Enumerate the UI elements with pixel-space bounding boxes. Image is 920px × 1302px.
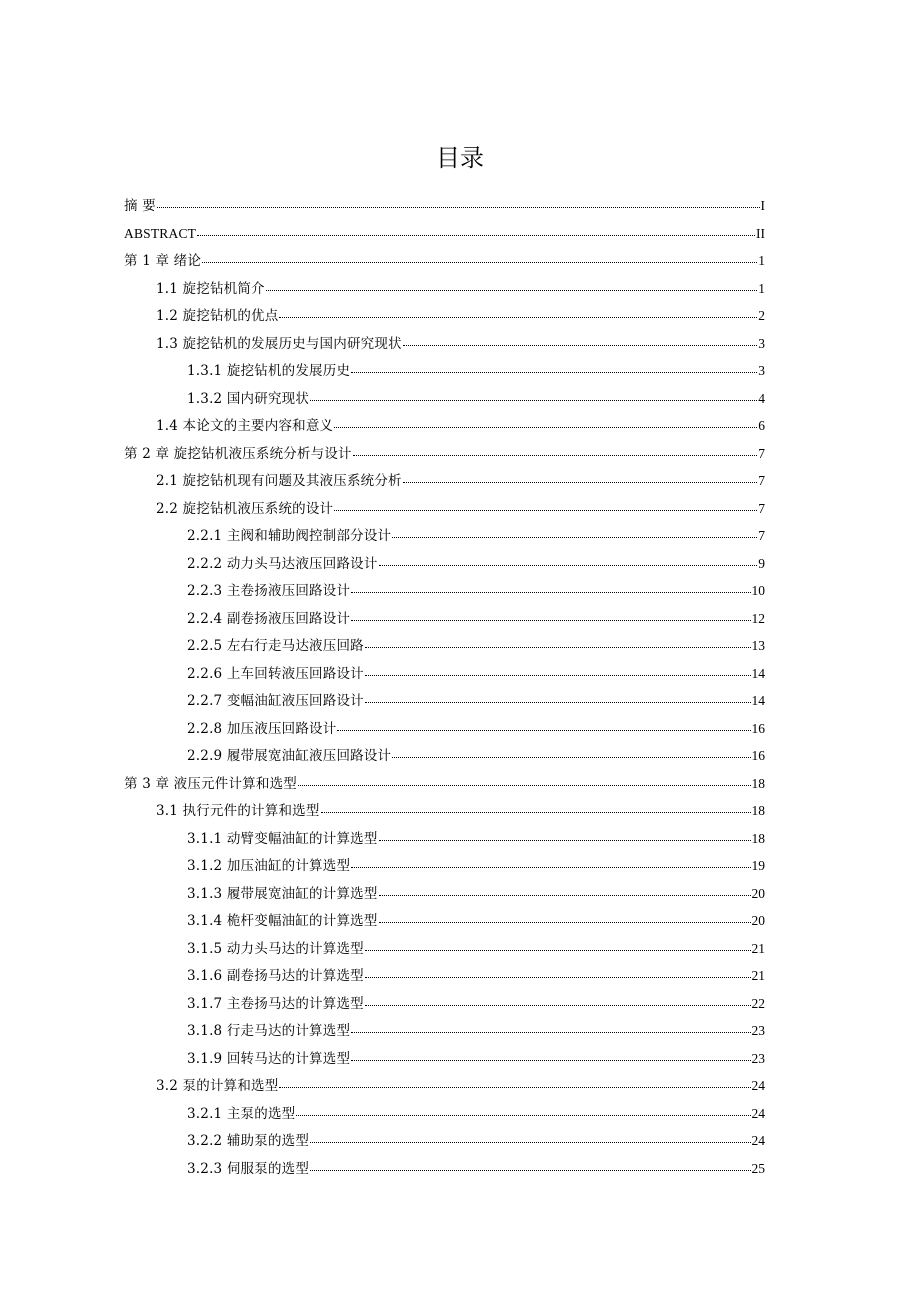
toc-page-number: 7 <box>758 473 765 488</box>
toc-entry[interactable] <box>124 990 765 1018</box>
toc-dot-leader <box>392 526 757 540</box>
toc-dot-leader <box>298 774 751 788</box>
toc-dot-leader <box>365 994 751 1008</box>
toc-entry-label: 3.2.1 主泵的选型 <box>187 1105 296 1122</box>
toc-page-number: 13 <box>751 638 765 653</box>
toc-entry[interactable] <box>124 660 765 688</box>
toc-entry-label: 3.1.6 副卷扬马达的计算选型 <box>187 968 364 984</box>
toc-page-number: 21 <box>751 940 765 956</box>
toc-page-number: 20 <box>751 913 765 928</box>
toc-dot-leader <box>379 554 758 568</box>
toc-entry-label: 2.2.9 履带展宽油缸液压回路设计 <box>187 748 392 764</box>
toc-dot-leader <box>379 884 751 898</box>
toc-page-number: 24 <box>751 1078 765 1093</box>
toc-entry[interactable] <box>124 385 765 413</box>
toc-dot-leader <box>266 279 757 293</box>
toc-page-number: 3 <box>758 335 765 351</box>
toc-entry[interactable] <box>124 907 765 935</box>
toc-entry-label: 第 2 章 旋挖钻机液压系统分析与设计 <box>124 445 352 462</box>
toc-entry[interactable] <box>124 1045 765 1073</box>
toc-page-number: 12 <box>751 610 765 626</box>
toc-entry-label: 3.1.9 回转马达的计算选型 <box>187 1050 351 1067</box>
toc-entry-label: 3.1.1 动臂变幅油缸的计算选型 <box>187 830 378 847</box>
toc-dot-leader <box>365 966 751 980</box>
toc-page-number: 20 <box>751 885 765 901</box>
toc-entry[interactable] <box>124 852 765 880</box>
toc-page-number: I <box>760 198 765 213</box>
toc-entry[interactable] <box>124 715 765 743</box>
toc-entry[interactable] <box>124 1155 765 1183</box>
toc-entry[interactable] <box>124 192 765 220</box>
toc-dot-leader <box>379 911 751 925</box>
toc-page-number: 2 <box>758 308 765 323</box>
toc-dot-leader <box>351 1021 750 1035</box>
toc-entry-label: 2.2.3 主卷扬液压回路设计 <box>187 583 351 599</box>
toc-page-number: 1 <box>758 280 765 296</box>
toc-dot-leader <box>157 196 760 210</box>
toc-dot-leader <box>365 664 751 678</box>
toc-entry-label: 3.2 泵的计算和选型 <box>156 1078 279 1094</box>
toc-entry-label: 1.3.1 旋挖钻机的发展历史 <box>187 363 351 379</box>
toc-entry-label: 2.2.6 上车回转液压回路设计 <box>187 665 364 682</box>
toc-page-number: 16 <box>751 720 765 736</box>
toc-page-number: 14 <box>751 693 765 708</box>
toc-page-number: 23 <box>751 1050 765 1066</box>
toc-page-number: 25 <box>751 1160 765 1176</box>
toc-dot-leader <box>351 1049 750 1063</box>
toc-dot-leader <box>279 1076 750 1090</box>
toc-dot-leader <box>310 1159 750 1173</box>
toc-entry[interactable] <box>124 1100 765 1128</box>
toc-entry[interactable] <box>124 467 765 495</box>
toc-page-number: 16 <box>751 748 765 763</box>
toc-entry[interactable] <box>124 825 765 853</box>
toc-entry-label: 3.1.5 动力头马达的计算选型 <box>187 940 364 957</box>
toc-entry-label: 3.1.8 行走马达的计算选型 <box>187 1023 351 1039</box>
toc-dot-leader <box>202 251 757 265</box>
toc-page-number: 14 <box>751 665 765 681</box>
toc-entry[interactable] <box>124 522 765 550</box>
toc-page-number: 24 <box>751 1133 765 1148</box>
toc-entry[interactable] <box>124 797 765 825</box>
toc-page-number: 4 <box>758 390 765 406</box>
toc-entry[interactable] <box>124 1127 765 1155</box>
page-title: 目录 <box>436 144 484 172</box>
toc-entry[interactable] <box>124 247 765 275</box>
toc-entry[interactable] <box>124 302 765 330</box>
toc-page-number: 10 <box>751 583 765 598</box>
toc-dot-leader <box>403 334 757 348</box>
toc-page-number: 18 <box>751 830 765 846</box>
toc-page-number: 6 <box>758 418 765 433</box>
toc-dot-leader <box>310 1131 750 1145</box>
toc-dot-leader <box>351 361 757 375</box>
toc-dot-leader <box>403 471 757 485</box>
toc-dot-leader <box>310 389 757 403</box>
toc-entry[interactable] <box>124 880 765 908</box>
toc-entry[interactable] <box>124 632 765 660</box>
toc-entry[interactable] <box>124 605 765 633</box>
toc-dot-leader <box>334 499 757 513</box>
toc-entry-label: ABSTRACT <box>124 225 197 241</box>
toc-dot-leader <box>379 829 751 843</box>
toc-entry[interactable] <box>124 275 765 303</box>
toc-entry-label: 3.2.2 辅助泵的选型 <box>187 1133 310 1149</box>
toc-dot-leader <box>334 416 757 430</box>
toc-page-number: 23 <box>751 1023 765 1038</box>
toc-entry[interactable] <box>124 550 765 578</box>
toc-page-number: 7 <box>758 528 765 543</box>
toc-entry-label: 1.3.2 国内研究现状 <box>187 390 310 407</box>
toc-entry-label: 3.1.3 履带展宽油缸的计算选型 <box>187 885 378 902</box>
toc-entry-label: 3.1.2 加压油缸的计算选型 <box>187 858 351 874</box>
toc-entry-label: 3.2.3 伺服泵的选型 <box>187 1160 310 1177</box>
toc-entry-label: 2.2.5 左右行走马达液压回路 <box>187 638 364 654</box>
toc-entry[interactable] <box>124 935 765 963</box>
toc-entry-label: 2.2.2 动力头马达液压回路设计 <box>187 555 378 572</box>
toc-dot-leader <box>351 581 750 595</box>
toc-page-number: 22 <box>751 995 765 1011</box>
toc-dot-leader <box>392 746 750 760</box>
toc-page-number: 18 <box>751 775 765 791</box>
toc-entry-label: 3.1 执行元件的计算和选型 <box>156 803 320 819</box>
toc-entry-label: 1.3 旋挖钻机的发展历史与国内研究现状 <box>156 335 402 352</box>
toc-entry-label: 2.2.1 主阀和辅助阀控制部分设计 <box>187 528 392 544</box>
toc-dot-leader <box>351 609 750 623</box>
toc-entry[interactable] <box>124 1017 765 1045</box>
toc-page-number: 3 <box>758 363 765 378</box>
toc-page-number: 18 <box>751 803 765 818</box>
toc-entry[interactable] <box>124 495 765 523</box>
toc-entry[interactable] <box>124 357 765 385</box>
toc-entry[interactable] <box>124 412 765 440</box>
toc-entry-label: 摘 要 <box>124 198 156 214</box>
toc-entry[interactable] <box>124 577 765 605</box>
toc-dot-leader <box>296 1104 750 1118</box>
toc-dot-leader <box>365 636 751 650</box>
toc-dot-leader <box>321 801 751 815</box>
toc-entry-label: 1.2 旋挖钻机的优点 <box>156 308 279 324</box>
toc-page-number: 7 <box>758 500 765 516</box>
toc-entry[interactable] <box>124 742 765 770</box>
toc-dot-leader <box>351 856 750 870</box>
toc-page-number: 21 <box>751 968 765 983</box>
toc-dot-leader <box>353 444 757 458</box>
toc-page-number: 19 <box>751 858 765 873</box>
toc-entry-label: 2.2.7 变幅油缸液压回路设计 <box>187 693 364 709</box>
toc-page-number: 7 <box>758 445 765 461</box>
toc-entry-label: 2.2.4 副卷扬液压回路设计 <box>187 610 351 627</box>
toc-entry[interactable] <box>124 440 765 468</box>
toc-entry-label: 2.1 旋挖钻机现有问题及其液压系统分析 <box>156 473 402 489</box>
toc-page-number: 1 <box>758 253 765 268</box>
toc-entry-label: 2.2 旋挖钻机液压系统的设计 <box>156 500 334 517</box>
toc-entry-label: 2.2.8 加压液压回路设计 <box>187 720 337 737</box>
toc-entry-label: 1.1 旋挖钻机简介 <box>156 280 265 297</box>
toc-entry-label: 3.1.7 主卷扬马达的计算选型 <box>187 995 364 1012</box>
toc-entry-label: 第 1 章 绪论 <box>124 253 202 269</box>
table-of-contents <box>124 192 765 1182</box>
toc-entry[interactable] <box>124 962 765 990</box>
toc-page-number: 9 <box>758 555 765 571</box>
toc-entry[interactable] <box>124 220 765 248</box>
toc-dot-leader <box>197 224 755 238</box>
toc-dot-leader <box>337 719 750 733</box>
toc-entry[interactable] <box>124 330 765 358</box>
toc-page-number: 24 <box>751 1105 765 1121</box>
toc-page-number: II <box>756 225 765 241</box>
toc-entry[interactable] <box>124 687 765 715</box>
toc-dot-leader <box>279 306 757 320</box>
toc-dot-leader <box>365 939 751 953</box>
toc-dot-leader <box>365 691 751 705</box>
toc-entry-label: 第 3 章 液压元件计算和选型 <box>124 775 297 792</box>
toc-entry-label: 3.1.4 桅杆变幅油缸的计算选型 <box>187 913 378 929</box>
toc-entry-label: 1.4 本论文的主要内容和意义 <box>156 418 334 434</box>
toc-entry[interactable] <box>124 1072 765 1100</box>
toc-entry[interactable] <box>124 770 765 798</box>
